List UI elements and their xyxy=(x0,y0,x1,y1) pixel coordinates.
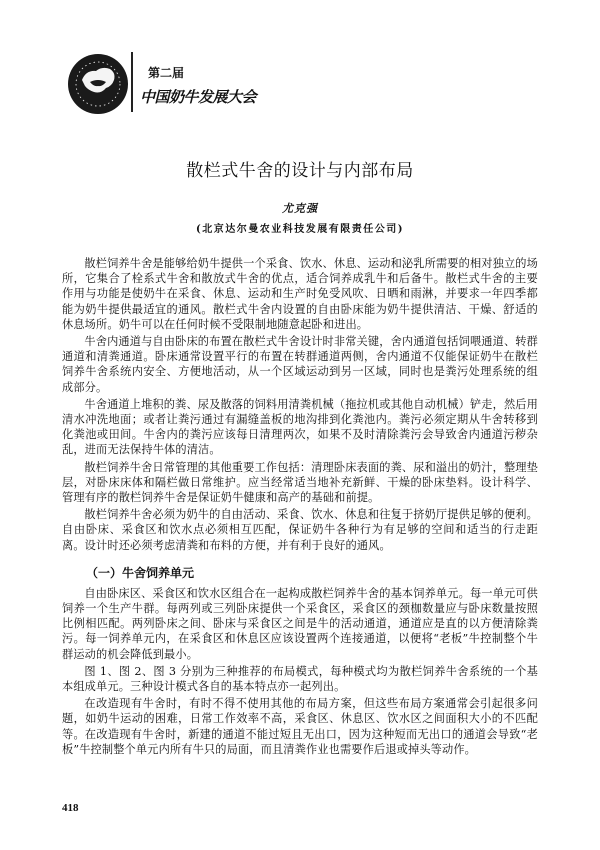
article-author: 尤克强 xyxy=(282,202,318,215)
header-divider xyxy=(131,52,133,112)
body-paragraph: 散栏饲养牛舍日常管理的其他重要工作包括：清理卧床表面的粪、尿和溢出的奶汁，整理垫层，对卧床床体和隔栏做日常维护。应当经常适当地补充新鲜、干燥的卧床垫料。设计科学、管理有序的散栏饲养牛舍是保证奶牛健康和高产的基础和前提。 xyxy=(62,460,538,505)
conference-edition: 第二届 xyxy=(148,66,185,80)
author-affiliation: (北京达尔曼农业科技发展有限责任公司) xyxy=(196,224,404,235)
conference-name: 中国奶牛发展大会 xyxy=(140,88,257,106)
body-paragraph: 牛舍通道上堆积的粪、尿及散落的饲料用清粪机械（拖拉机或其他自动机械）铲走，然后用清水冲洗地面；或者让粪污通过有漏缝盖板的地沟排到化粪池内。粪污必须定期从牛舍转移到化粪池或田间。牛舍内的粪污应该每日清理两次，如果不及时清除粪污会导致舍内通道污秽杂乱，进而无法保持牛体的清洁。 xyxy=(62,397,538,457)
section-paragraph: 图 1、图 2、图 3 分别为三种推荐的布局模式，每种模式均为散栏饲养牛舍系统的一个基本组成单元。三种设计模式各自的基本特点亦一起列出。 xyxy=(62,664,538,694)
section-heading: （一）牛舍饲养单元 xyxy=(86,565,195,580)
body-paragraph: 散栏饲养牛舍必须为奶牛的自由活动、采食、饮水、休息和往复于挤奶厅提供足够的便利。自由卧床、采食区和饮水点必须相互匹配，保证奶牛各种行为有足够的空间和适当的行走距离。设计时还必须考虑清粪和布料的方便，并有利于良好的通风。 xyxy=(62,508,538,552)
section-paragraph: 在改造现有牛舍时，有时不得不使用其他的布局方案，但这些布局方案通常会引起很多问题，如奶牛运动的困难，日常工作效率不高，采食区、休息区、饮水区之间面积大小的不匹配等。在改造现有牛舍时，新建的通道不能过短且无出口，因为这种短而无出口的通道会导致“老板”牛控制整个单元内所有牛只的局面，而且清粪作业也需要作后退或掉头等动作。 xyxy=(62,697,538,756)
article-title: 散栏式牛舍的设计与内部布局 xyxy=(186,161,414,181)
article-body xyxy=(62,256,538,757)
conference-header xyxy=(60,48,260,128)
section-paragraph: 自由卧床区、采食区和饮水区组合在一起构成散栏饲养牛舍的基本饲养单元。每一单元可供饲养一个生产牛群。每两列或三列卧床提供一个采食区，采食区的颈枷数量应与卧床数量按照比例相匹配。两列卧床之间、卧床与采食区之间是牛的活动通道，通道应是直的以方便清除粪污。每一饲养单元内，在采食区和休息区应该设置两个连接通道，以便将“老板”牛控制整个牛群运动的机会降低到最小。 xyxy=(62,586,538,661)
body-paragraph: 散栏饲养牛舍是能够给奶牛提供一个采食、饮水、休息、运动和泌乳所需要的相对独立的场所，它集合了栓系式牛舍和散放式牛舍的优点，适合饲养成乳牛和后备牛。散栏式牛舍的主要作用与功能是使奶牛在采食、休息、运动和生产时免受风吹、日晒和雨淋，并要求一年四季都能为奶牛提供最适宜的通风。散栏式牛舍内设置的自由卧床能为奶牛提供清洁、干燥、舒适的休息场所。奶牛可以在任何时候不受限制地随意起卧和进出。 xyxy=(62,257,538,331)
body-paragraph: 牛舍内通道与自由卧床的布置在散栏式牛舍设计时非常关键，舍内通道包括饲喂通道、转群通道和清粪通道。卧床通常设置平行的布置在转群通道两侧，舍内通道不仅能保证奶牛在散栏饲养牛舍系统内安全、方便地活动，从一个区域运动到另一区域，同时也是粪污处理系统的组成部分。 xyxy=(62,335,538,394)
conference-emblem-icon xyxy=(68,54,128,114)
page-number: 418 xyxy=(62,802,79,814)
